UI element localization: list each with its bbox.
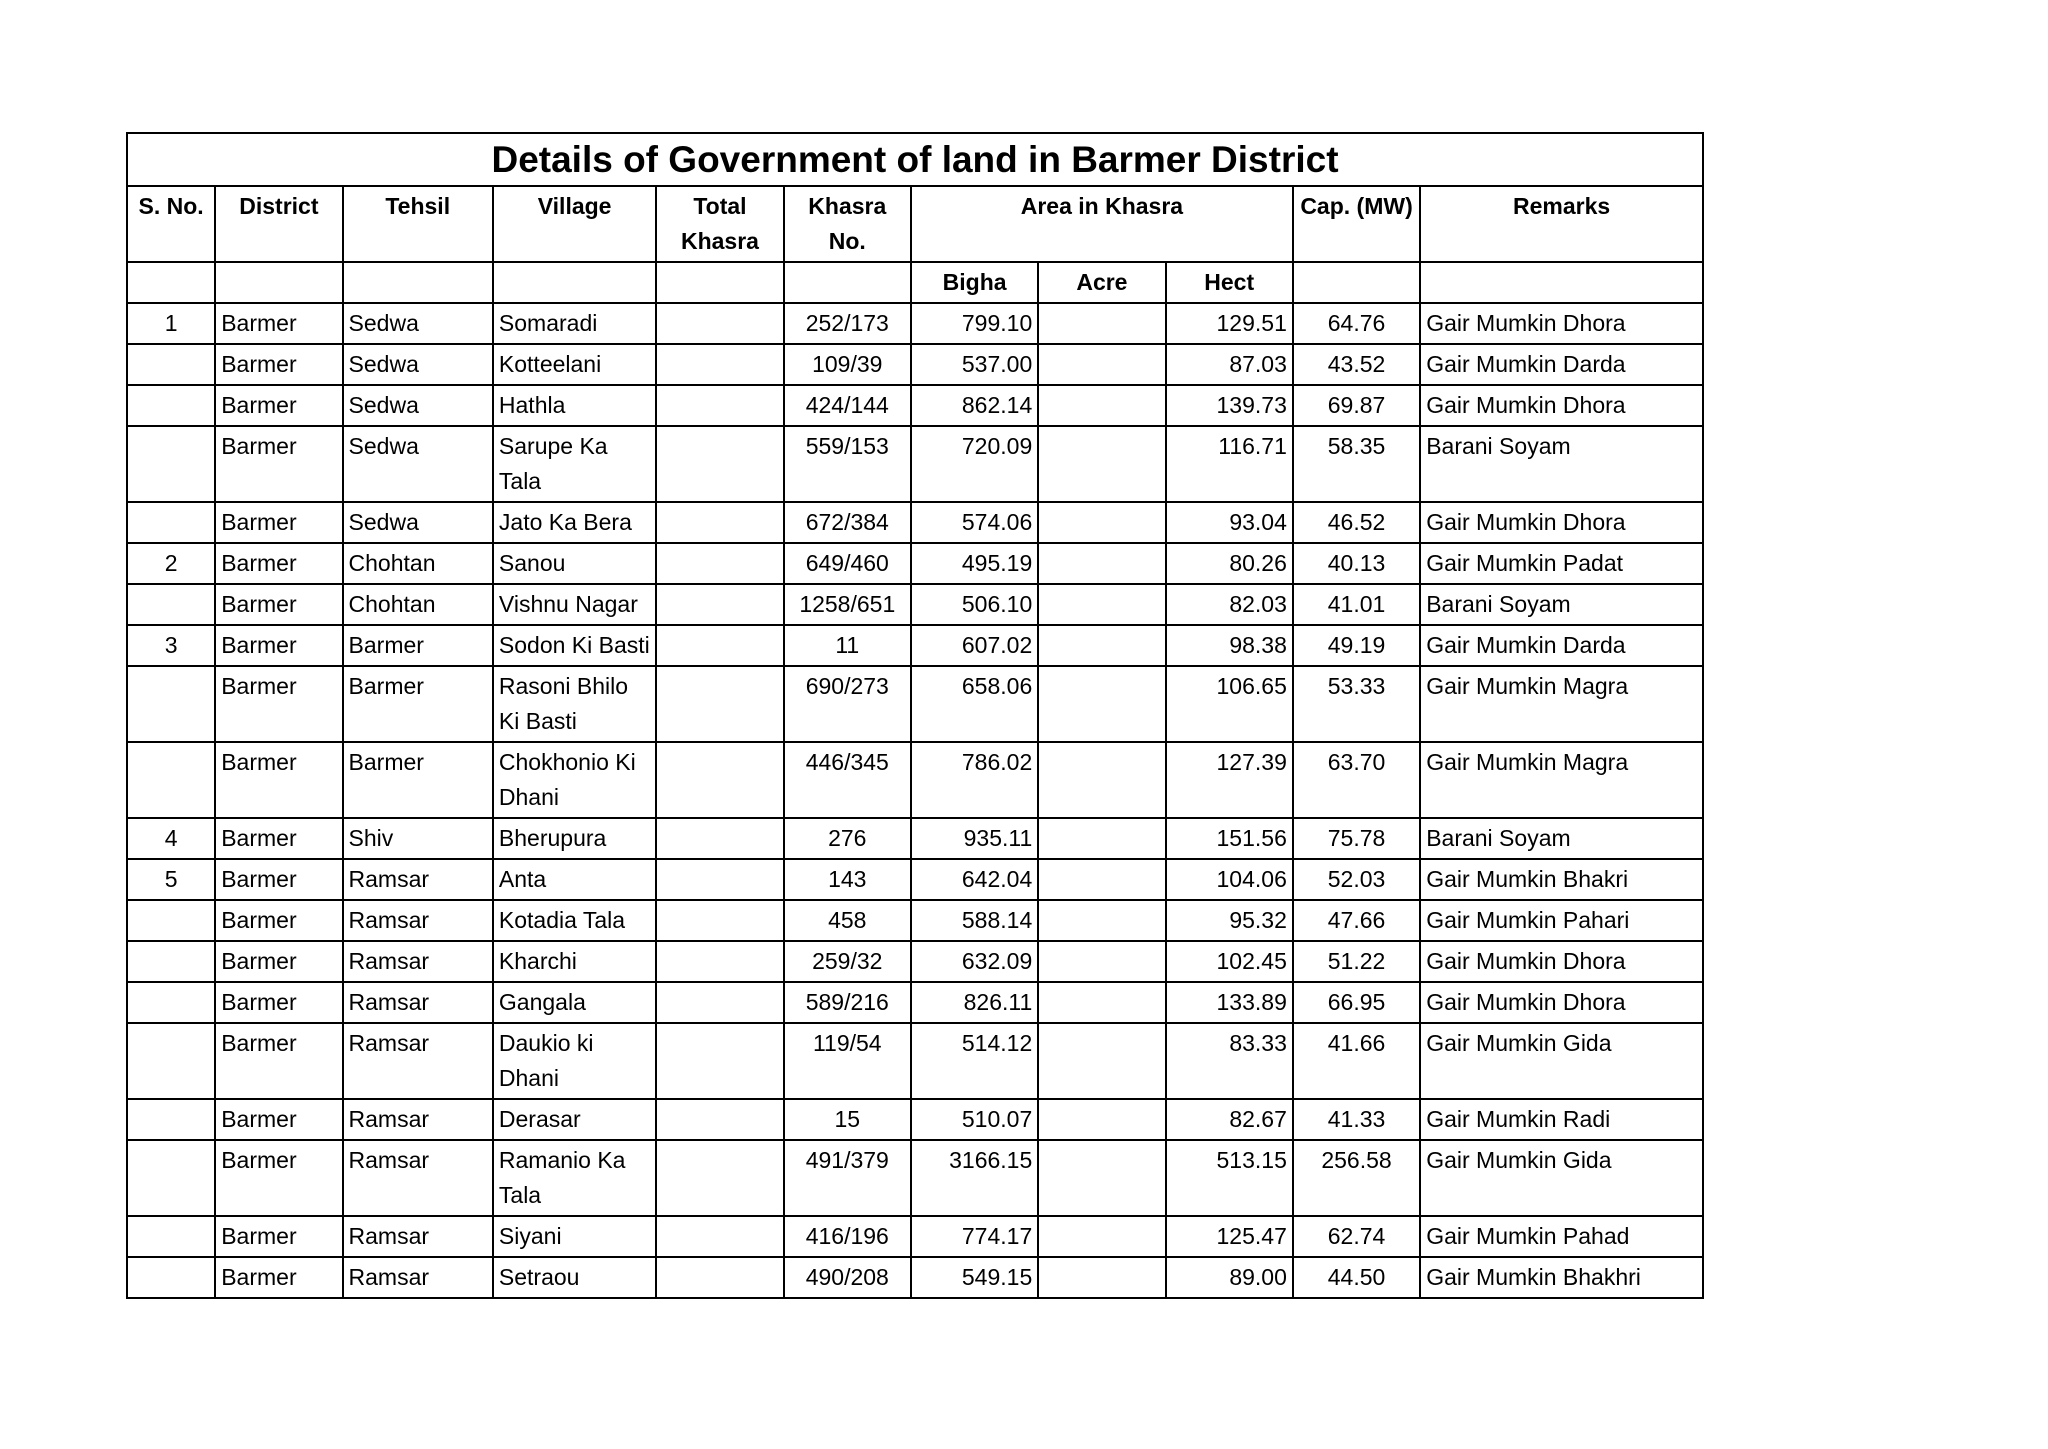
subheader-acre: Acre [1038,262,1165,303]
cell-hect: 95.32 [1166,900,1293,941]
cell-remarks: Gair Mumkin Magra [1420,742,1703,818]
cell-cap: 40.13 [1293,543,1420,584]
subheader-empty [784,262,911,303]
cell-district: Barmer [215,742,342,818]
cell-district: Barmer [215,941,342,982]
cell-hect: 106.65 [1166,666,1293,742]
cell-tehsil: Ramsar [343,1140,493,1216]
cell-sno [127,1216,215,1257]
cell-remarks: Gair Mumkin Dhora [1420,385,1703,426]
cell-total-khasra [656,1099,783,1140]
cell-tehsil: Chohtan [343,543,493,584]
cell-total-khasra [656,584,783,625]
cell-remarks: Gair Mumkin Gida [1420,1140,1703,1216]
cell-cap: 62.74 [1293,1216,1420,1257]
cell-remarks: Gair Mumkin Dhora [1420,303,1703,344]
subheader-empty [215,262,342,303]
cell-remarks: Gair Mumkin Pahad [1420,1216,1703,1257]
cell-khasra-no: 672/384 [784,502,911,543]
cell-tehsil: Ramsar [343,900,493,941]
cell-remarks: Barani Soyam [1420,426,1703,502]
cell-tehsil: Barmer [343,742,493,818]
cell-remarks: Gair Mumkin Dhora [1420,941,1703,982]
cell-total-khasra [656,900,783,941]
subheader-empty [493,262,656,303]
cell-village: Sarupe Ka Tala [493,426,656,502]
cell-village: Siyani [493,1216,656,1257]
cell-tehsil: Chohtan [343,584,493,625]
cell-cap: 75.78 [1293,818,1420,859]
cell-tehsil: Sedwa [343,502,493,543]
cell-village: Derasar [493,1099,656,1140]
cell-village: Rasoni Bhilo Ki Basti [493,666,656,742]
table-row [127,1216,1703,1257]
cell-total-khasra [656,303,783,344]
cell-remarks: Gair Mumkin Darda [1420,625,1703,666]
table-row [127,742,1703,818]
table-title: Details of Government of land in Barmer District [127,133,1703,186]
cell-khasra-no: 416/196 [784,1216,911,1257]
cell-district: Barmer [215,625,342,666]
cell-district: Barmer [215,385,342,426]
cell-total-khasra [656,543,783,584]
cell-sno [127,502,215,543]
table-row [127,543,1703,584]
cell-district: Barmer [215,1257,342,1298]
cell-hect: 127.39 [1166,742,1293,818]
cell-remarks: Gair Mumkin Radi [1420,1099,1703,1140]
subheader-hect: Hect [1166,262,1293,303]
cell-total-khasra [656,941,783,982]
cell-village: Sanou [493,543,656,584]
cell-district: Barmer [215,1140,342,1216]
cell-district: Barmer [215,584,342,625]
cell-district: Barmer [215,426,342,502]
cell-district: Barmer [215,666,342,742]
cell-khasra-no: 252/173 [784,303,911,344]
cell-bigha: 935.11 [911,818,1038,859]
header-remarks: Remarks [1420,186,1703,262]
cell-acre [1038,502,1165,543]
cell-hect: 82.67 [1166,1099,1293,1140]
cell-khasra-no: 143 [784,859,911,900]
cell-district: Barmer [215,502,342,543]
cell-khasra-no: 109/39 [784,344,911,385]
cell-village: Bherupura [493,818,656,859]
cell-bigha: 774.17 [911,1216,1038,1257]
cell-cap: 44.50 [1293,1257,1420,1298]
cell-sno: 5 [127,859,215,900]
header-area-in-khasra: Area in Khasra [911,186,1293,262]
cell-hect: 104.06 [1166,859,1293,900]
header-total-khasra: Total Khasra [656,186,783,262]
cell-khasra-no: 690/273 [784,666,911,742]
cell-tehsil: Ramsar [343,859,493,900]
cell-total-khasra [656,1257,783,1298]
cell-sno [127,900,215,941]
cell-district: Barmer [215,818,342,859]
table-row [127,818,1703,859]
cell-district: Barmer [215,1099,342,1140]
cell-sno [127,982,215,1023]
table-row [127,426,1703,502]
cell-bigha: 506.10 [911,584,1038,625]
cell-tehsil: Barmer [343,625,493,666]
cell-hect: 93.04 [1166,502,1293,543]
cell-cap: 53.33 [1293,666,1420,742]
cell-district: Barmer [215,344,342,385]
cell-cap: 51.22 [1293,941,1420,982]
cell-khasra-no: 649/460 [784,543,911,584]
cell-total-khasra [656,982,783,1023]
cell-hect: 80.26 [1166,543,1293,584]
cell-cap: 41.66 [1293,1023,1420,1099]
table-row [127,859,1703,900]
cell-bigha: 607.02 [911,625,1038,666]
cell-khasra-no: 1258/651 [784,584,911,625]
cell-acre [1038,818,1165,859]
table-row [127,584,1703,625]
table-row [127,1023,1703,1099]
subheader-bigha: Bigha [911,262,1038,303]
cell-khasra-no: 424/144 [784,385,911,426]
land-details-table [126,132,1704,1299]
table-row [127,1099,1703,1140]
cell-tehsil: Ramsar [343,1257,493,1298]
cell-tehsil: Ramsar [343,1099,493,1140]
cell-total-khasra [656,344,783,385]
cell-village: Chokhonio Ki Dhani [493,742,656,818]
cell-acre [1038,625,1165,666]
cell-total-khasra [656,502,783,543]
cell-sno [127,666,215,742]
cell-cap: 64.76 [1293,303,1420,344]
cell-acre [1038,666,1165,742]
cell-total-khasra [656,385,783,426]
cell-bigha: 786.02 [911,742,1038,818]
header-sno: S. No. [127,186,215,262]
cell-total-khasra [656,666,783,742]
subheader-empty [343,262,493,303]
cell-total-khasra [656,1023,783,1099]
cell-bigha: 642.04 [911,859,1038,900]
header-tehsil: Tehsil [343,186,493,262]
cell-khasra-no: 119/54 [784,1023,911,1099]
cell-sno [127,941,215,982]
cell-bigha: 826.11 [911,982,1038,1023]
cell-sno [127,1023,215,1099]
cell-district: Barmer [215,543,342,584]
cell-acre [1038,900,1165,941]
cell-sno [127,426,215,502]
cell-bigha: 574.06 [911,502,1038,543]
cell-district: Barmer [215,303,342,344]
cell-acre [1038,1140,1165,1216]
cell-total-khasra [656,818,783,859]
cell-village: Kotadia Tala [493,900,656,941]
cell-khasra-no: 276 [784,818,911,859]
cell-bigha: 549.15 [911,1257,1038,1298]
cell-acre [1038,426,1165,502]
cell-acre [1038,1023,1165,1099]
cell-tehsil: Sedwa [343,344,493,385]
cell-acre [1038,859,1165,900]
cell-tehsil: Shiv [343,818,493,859]
cell-cap: 43.52 [1293,344,1420,385]
table-row [127,344,1703,385]
cell-total-khasra [656,859,783,900]
cell-tehsil: Barmer [343,666,493,742]
cell-hect: 116.71 [1166,426,1293,502]
header-district: District [215,186,342,262]
cell-cap: 41.01 [1293,584,1420,625]
cell-remarks: Barani Soyam [1420,584,1703,625]
cell-cap: 49.19 [1293,625,1420,666]
cell-bigha: 537.00 [911,344,1038,385]
cell-hect: 139.73 [1166,385,1293,426]
cell-village: Ramanio Ka Tala [493,1140,656,1216]
cell-remarks: Gair Mumkin Dhora [1420,982,1703,1023]
cell-khasra-no: 15 [784,1099,911,1140]
cell-acre [1038,1099,1165,1140]
cell-sno [127,1140,215,1216]
cell-sno [127,742,215,818]
cell-village: Daukio ki Dhani [493,1023,656,1099]
cell-district: Barmer [215,1023,342,1099]
cell-tehsil: Ramsar [343,941,493,982]
cell-village: Somaradi [493,303,656,344]
cell-acre [1038,1216,1165,1257]
cell-sno [127,385,215,426]
cell-hect: 87.03 [1166,344,1293,385]
cell-bigha: 514.12 [911,1023,1038,1099]
table-row [127,625,1703,666]
cell-hect: 151.56 [1166,818,1293,859]
cell-bigha: 3166.15 [911,1140,1038,1216]
cell-khasra-no: 559/153 [784,426,911,502]
cell-village: Setraou [493,1257,656,1298]
cell-hect: 125.47 [1166,1216,1293,1257]
cell-village: Vishnu Nagar [493,584,656,625]
table-row [127,502,1703,543]
cell-acre [1038,303,1165,344]
cell-total-khasra [656,742,783,818]
cell-khasra-no: 458 [784,900,911,941]
cell-remarks: Gair Mumkin Darda [1420,344,1703,385]
cell-remarks: Gair Mumkin Pahari [1420,900,1703,941]
cell-village: Kharchi [493,941,656,982]
cell-tehsil: Sedwa [343,426,493,502]
cell-khasra-no: 589/216 [784,982,911,1023]
cell-total-khasra [656,1216,783,1257]
cell-cap: 66.95 [1293,982,1420,1023]
cell-acre [1038,982,1165,1023]
subheader-empty [1420,262,1703,303]
cell-khasra-no: 11 [784,625,911,666]
cell-total-khasra [656,625,783,666]
cell-cap: 63.70 [1293,742,1420,818]
cell-cap: 46.52 [1293,502,1420,543]
table-row [127,1140,1703,1216]
table-row [127,385,1703,426]
cell-hect: 82.03 [1166,584,1293,625]
cell-acre [1038,385,1165,426]
cell-acre [1038,344,1165,385]
cell-remarks: Barani Soyam [1420,818,1703,859]
subheader-empty [127,262,215,303]
cell-bigha: 720.09 [911,426,1038,502]
cell-remarks: Gair Mumkin Padat [1420,543,1703,584]
cell-tehsil: Ramsar [343,1023,493,1099]
cell-cap: 58.35 [1293,426,1420,502]
cell-total-khasra [656,426,783,502]
cell-hect: 513.15 [1166,1140,1293,1216]
cell-cap: 52.03 [1293,859,1420,900]
subheader-empty [656,262,783,303]
cell-bigha: 799.10 [911,303,1038,344]
header-village: Village [493,186,656,262]
cell-remarks: Gair Mumkin Gida [1420,1023,1703,1099]
header-cap: Cap. (MW) [1293,186,1420,262]
cell-bigha: 495.19 [911,543,1038,584]
cell-village: Kotteelani [493,344,656,385]
cell-acre [1038,584,1165,625]
cell-tehsil: Sedwa [343,385,493,426]
cell-khasra-no: 259/32 [784,941,911,982]
cell-village: Gangala [493,982,656,1023]
cell-acre [1038,543,1165,584]
cell-acre [1038,1257,1165,1298]
cell-bigha: 862.14 [911,385,1038,426]
cell-village: Hathla [493,385,656,426]
table-row [127,941,1703,982]
cell-acre [1038,941,1165,982]
header-khasra-no: Khasra No. [784,186,911,262]
table-row [127,666,1703,742]
cell-cap: 47.66 [1293,900,1420,941]
cell-hect: 133.89 [1166,982,1293,1023]
cell-remarks: Gair Mumkin Bhakri [1420,859,1703,900]
cell-sno [127,1099,215,1140]
cell-bigha: 658.06 [911,666,1038,742]
table-row [127,982,1703,1023]
cell-hect: 83.33 [1166,1023,1293,1099]
cell-khasra-no: 491/379 [784,1140,911,1216]
cell-district: Barmer [215,1216,342,1257]
cell-hect: 98.38 [1166,625,1293,666]
cell-sno: 2 [127,543,215,584]
cell-district: Barmer [215,982,342,1023]
cell-village: Sodon Ki Basti [493,625,656,666]
cell-total-khasra [656,1140,783,1216]
cell-sno [127,344,215,385]
cell-cap: 256.58 [1293,1140,1420,1216]
cell-remarks: Gair Mumkin Magra [1420,666,1703,742]
cell-hect: 129.51 [1166,303,1293,344]
subheader-empty [1293,262,1420,303]
cell-khasra-no: 490/208 [784,1257,911,1298]
cell-district: Barmer [215,859,342,900]
table-row [127,303,1703,344]
cell-village: Jato Ka Bera [493,502,656,543]
cell-sno [127,1257,215,1298]
table-row [127,1257,1703,1298]
cell-bigha: 588.14 [911,900,1038,941]
cell-tehsil: Sedwa [343,303,493,344]
cell-bigha: 632.09 [911,941,1038,982]
cell-sno [127,584,215,625]
cell-sno: 1 [127,303,215,344]
cell-sno: 3 [127,625,215,666]
cell-remarks: Gair Mumkin Dhora [1420,502,1703,543]
cell-district: Barmer [215,900,342,941]
cell-remarks: Gair Mumkin Bhakhri [1420,1257,1703,1298]
cell-khasra-no: 446/345 [784,742,911,818]
cell-cap: 69.87 [1293,385,1420,426]
cell-bigha: 510.07 [911,1099,1038,1140]
table-row [127,900,1703,941]
cell-hect: 89.00 [1166,1257,1293,1298]
cell-cap: 41.33 [1293,1099,1420,1140]
cell-hect: 102.45 [1166,941,1293,982]
cell-tehsil: Ramsar [343,1216,493,1257]
cell-tehsil: Ramsar [343,982,493,1023]
cell-sno: 4 [127,818,215,859]
cell-acre [1038,742,1165,818]
cell-village: Anta [493,859,656,900]
